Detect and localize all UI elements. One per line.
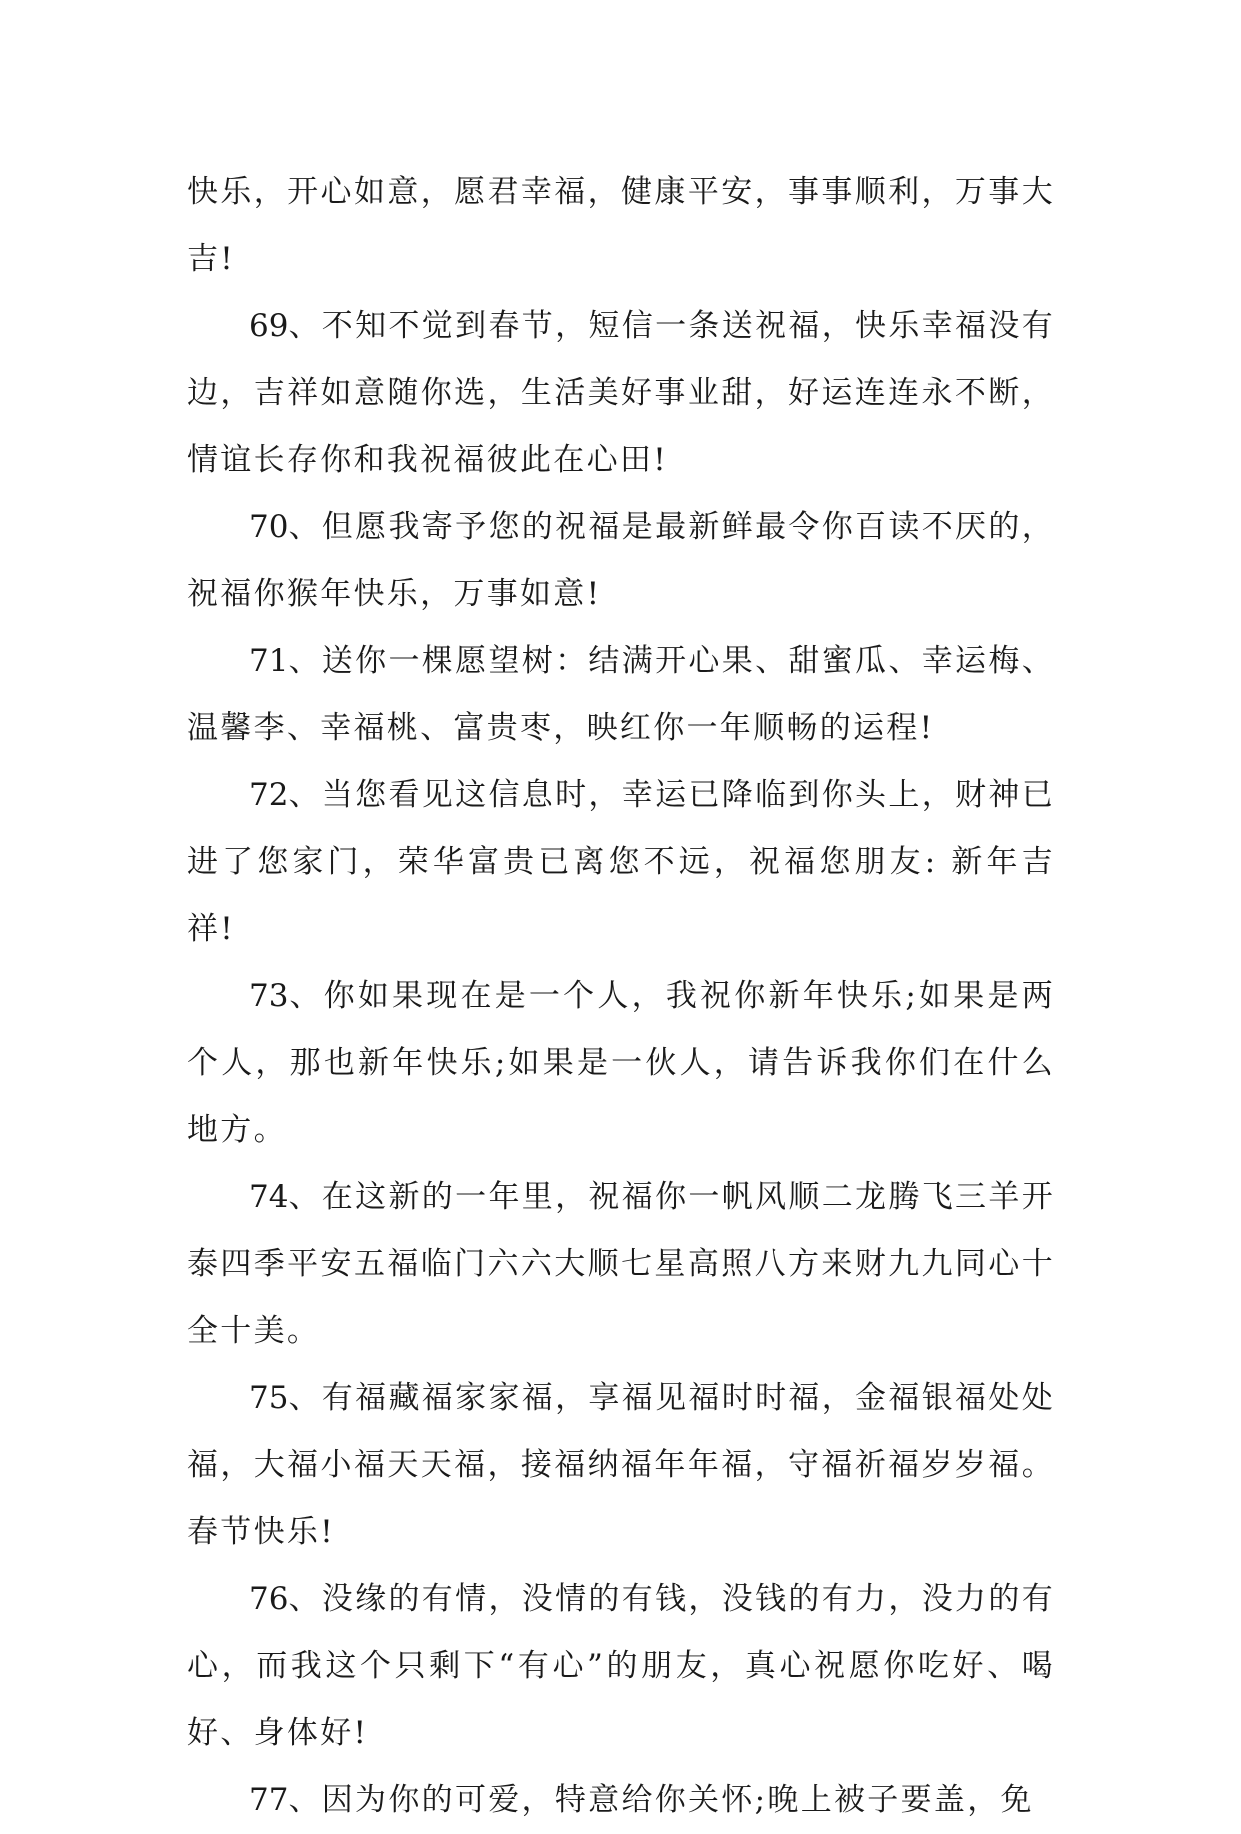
paragraph-number: 74 bbox=[249, 1179, 289, 1215]
paragraph-75 bbox=[187, 1365, 1055, 1566]
paragraph-number: 69 bbox=[249, 308, 289, 344]
paragraph-71 bbox=[187, 628, 1055, 762]
paragraph-number: 71 bbox=[249, 643, 289, 679]
paragraph-text: 快乐，开心如意，愿君幸福，健康平安，事事顺利，万事大吉! bbox=[187, 174, 1055, 277]
paragraph-76 bbox=[187, 1566, 1055, 1767]
paragraph-text: 、你如果现在是一个人，我祝你新年快乐;如果是两个人，那也新年快乐;如果是一伙人，请告诉我你们在什么地方。 bbox=[187, 978, 1055, 1148]
paragraph-69 bbox=[187, 293, 1055, 494]
paragraph-77 bbox=[187, 1767, 1055, 1834]
paragraph-70 bbox=[187, 494, 1055, 628]
paragraph-continued bbox=[187, 159, 1055, 293]
paragraph-number: 77 bbox=[249, 1782, 289, 1818]
document-page bbox=[187, 159, 1055, 1834]
paragraph-number: 72 bbox=[249, 777, 289, 813]
paragraph-number: 70 bbox=[249, 509, 289, 545]
paragraph-73 bbox=[187, 963, 1055, 1164]
paragraph-text: 、当您看见这信息时，幸运已降临到你头上，财神已进了您家门，荣华富贵已离您不远，祝福您朋友: 新年吉祥! bbox=[187, 777, 1055, 947]
paragraph-72 bbox=[187, 762, 1055, 963]
paragraph-text: 、送你一棵愿望树：结满开心果、甜蜜瓜、幸运梅、温馨李、幸福桃、富贵枣，映红你一年顺畅的运程! bbox=[187, 643, 1055, 746]
paragraph-number: 75 bbox=[249, 1380, 289, 1416]
paragraph-number: 73 bbox=[249, 978, 289, 1014]
paragraph-text: 、在这新的一年里，祝福你一帆风顺二龙腾飞三羊开泰四季平安五福临门六六大顺七星高照八方来财九九同心十全十美。 bbox=[187, 1179, 1055, 1349]
paragraph-text: 、因为你的可爱，特意给你关怀;晚上被子要盖，免 bbox=[288, 1782, 1034, 1818]
paragraph-text: 、没缘的有情，没情的有钱，没钱的有力，没力的有心，而我这个只剩下“有心”的朋友，真心祝愿你吃好、喝好、身体好! bbox=[187, 1581, 1055, 1751]
paragraph-number: 76 bbox=[249, 1581, 289, 1617]
paragraph-text: 、但愿我寄予您的祝福是最新鲜最令你百读不厌的，祝福你猴年快乐，万事如意! bbox=[187, 509, 1055, 612]
paragraph-74 bbox=[187, 1164, 1055, 1365]
paragraph-text: 、有福藏福家家福，享福见福时时福，金福银福处处福，大福小福天天福，接福纳福年年福，守福祈福岁岁福。春节快乐! bbox=[187, 1380, 1055, 1550]
paragraph-text: 、不知不觉到春节，短信一条送祝福，快乐幸福没有边，吉祥如意随你选，生活美好事业甜，好运连连永不断，情谊长存你和我祝福彼此在心田! bbox=[187, 308, 1055, 478]
